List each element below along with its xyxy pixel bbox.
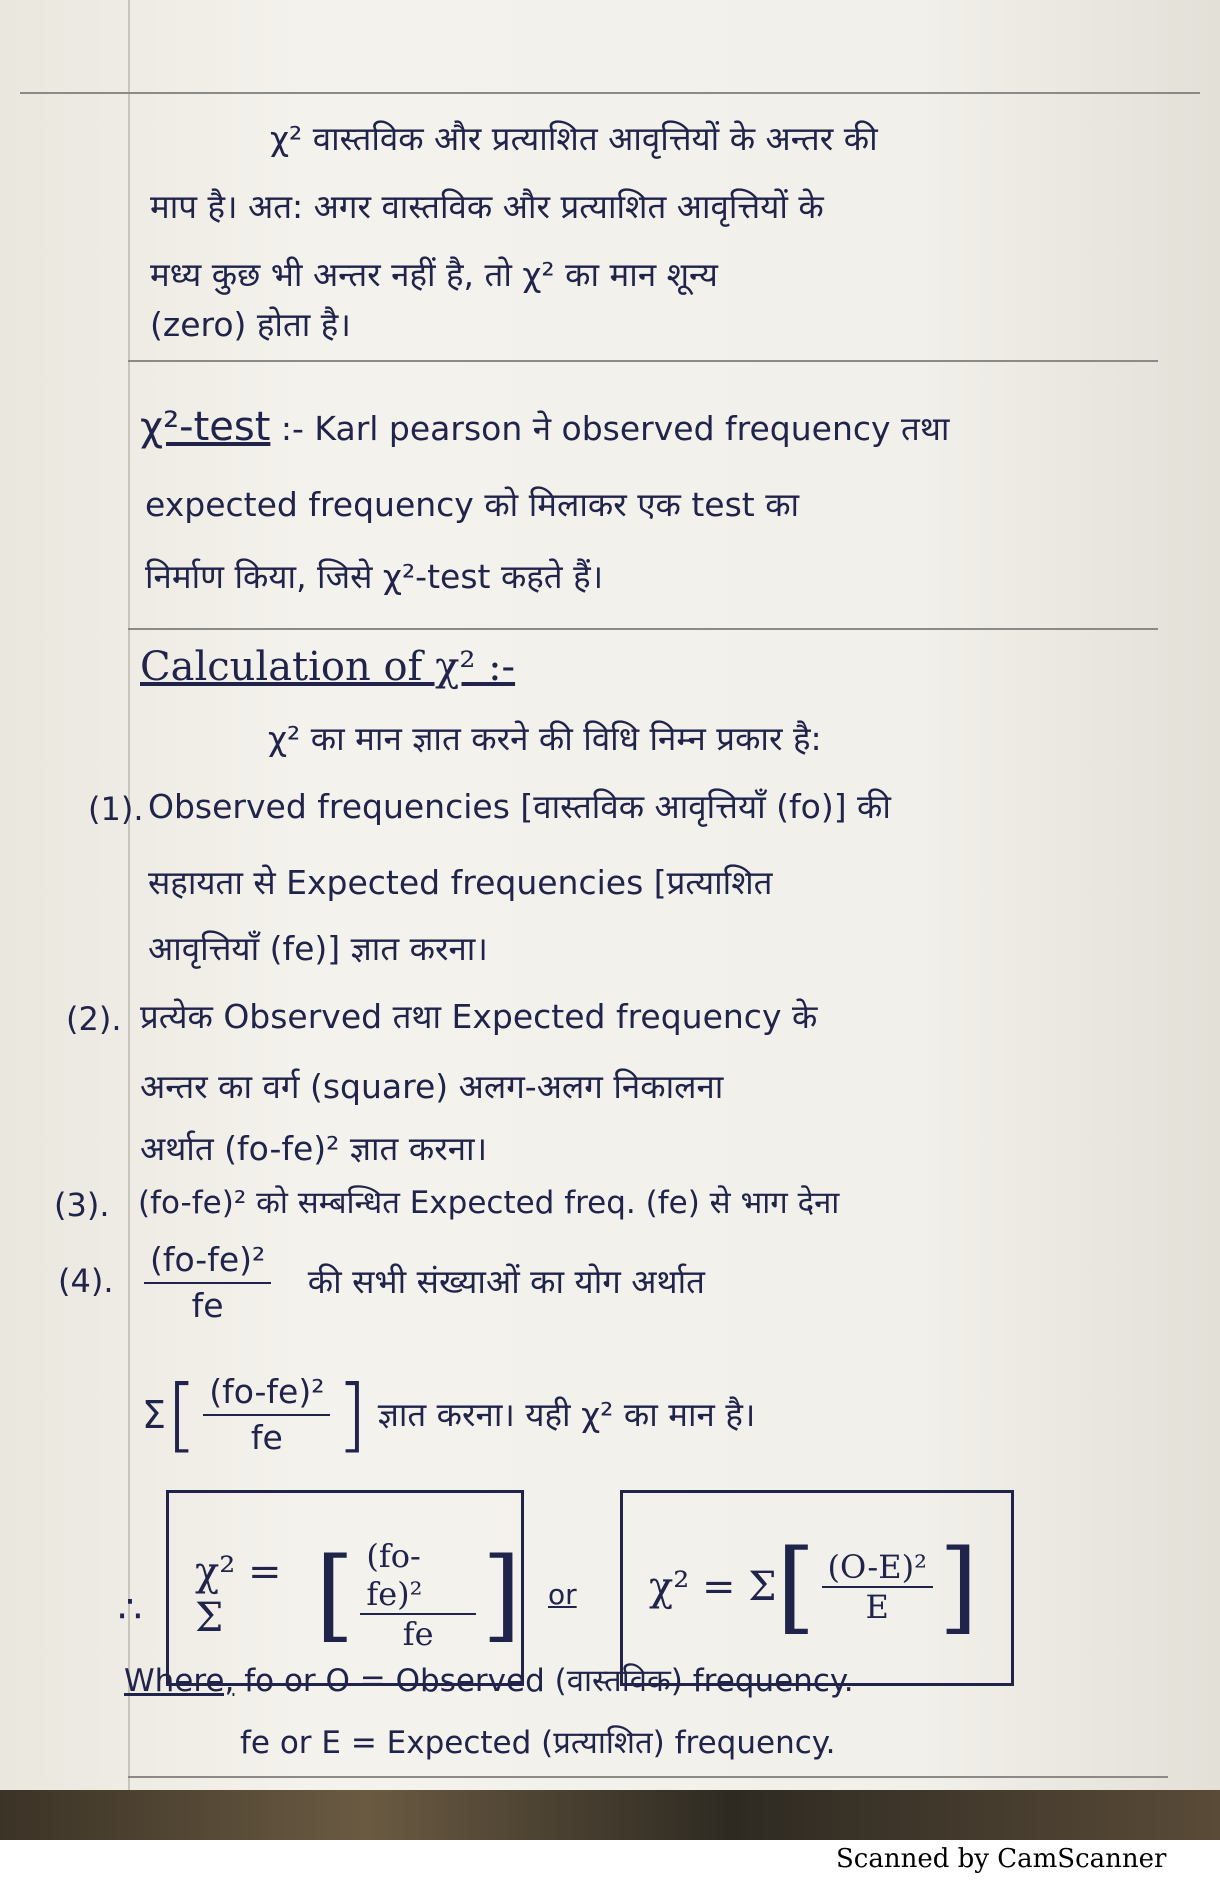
formula-right-denominator: E xyxy=(865,1588,889,1626)
step-4-line1 xyxy=(138,1238,705,1328)
step-2-line3: अर्थात (fo-fe)² ज्ञात करना। xyxy=(140,1129,488,1168)
therefore-symbol: ∴ xyxy=(118,1587,143,1631)
formula-left-denominator: fe xyxy=(402,1615,434,1653)
divider xyxy=(20,92,1200,94)
right-bracket: ] xyxy=(938,1528,978,1645)
where-line1 xyxy=(124,1654,854,1708)
step-1-line2: सहायता से Expected frequencies [प्रत्याशित xyxy=(148,863,773,902)
step-2-number: (2). xyxy=(66,1000,122,1038)
left-bracket: [ xyxy=(315,1536,355,1653)
step-2-line2: अन्तर का वर्ग (square) अलग-अलग निकालना xyxy=(140,1067,724,1106)
step-4-sum-after: ज्ञात करना। यही χ² का मान है। xyxy=(377,1395,756,1434)
step-3-line1: (fo-fe)² को सम्बन्धित Expected freq. (fe) से भाग देना xyxy=(138,1185,840,1221)
step-4-sum-numerator: (fo-fe)² xyxy=(203,1370,330,1416)
step-4-sum-denominator: fe xyxy=(250,1418,283,1457)
chi-test-line1 xyxy=(140,400,949,456)
step-3-number: (3). xyxy=(54,1186,110,1224)
chi-test-line3: निर्माण किया, जिसे χ²-test कहते हैं। xyxy=(145,557,604,596)
formula-left-numerator: (fo-fe)² xyxy=(360,1537,476,1615)
step-2-line1: प्रत्येक Observed तथा Expected frequency के xyxy=(140,997,818,1036)
para1-line2: माप है। अत: अगर वास्तविक और प्रत्याशित आवृत्तियों के xyxy=(150,187,824,226)
chi-test-line1-rest: :- Karl pearson ने observed frequency तथा xyxy=(280,409,950,448)
para1-line1: χ² वास्तविक और प्रत्याशित आवृत्तियों के अन्तर की xyxy=(270,119,878,158)
formula-right-fraction xyxy=(822,1548,933,1626)
step-1-line1: Observed frequencies [वास्तविक आवृत्तियाँ (fo)] की xyxy=(148,787,891,826)
step-4-fraction xyxy=(144,1238,271,1328)
formula-right xyxy=(649,1528,978,1645)
divider xyxy=(128,1776,1168,1778)
step-4-sum-symbol: Σ xyxy=(142,1393,167,1437)
chi-test-line2: expected frequency को मिलाकर एक test का xyxy=(145,485,800,524)
right-bracket: ] xyxy=(336,1368,368,1461)
where-line2: fe or E = Expected (प्रत्याशित) frequency. xyxy=(240,1725,836,1761)
or-label: or xyxy=(548,1578,577,1611)
calculation-intro: χ² का मान ज्ञात करने की विधि निम्न प्रकार है: xyxy=(268,719,822,758)
step-1-number: (1). xyxy=(88,790,144,828)
margin-line xyxy=(128,0,130,1800)
formula-left-lhs: χ² = Σ xyxy=(195,1549,282,1641)
step-4-number: (4). xyxy=(58,1262,114,1300)
divider xyxy=(128,628,1158,630)
formula-right-lhs: χ² = Σ xyxy=(649,1564,777,1610)
where-label: Where, xyxy=(124,1663,235,1699)
formula-left-fraction xyxy=(360,1537,476,1653)
left-bracket: [ xyxy=(166,1368,198,1461)
formula-right-numerator: (O-E)² xyxy=(822,1548,933,1588)
step-4-sum-fraction xyxy=(203,1370,330,1460)
para1-line3: मध्य कुछ भी अन्तर नहीं है, तो χ² का मान शून्य xyxy=(150,255,718,294)
para1-line4: (zero) होता है। xyxy=(150,305,351,344)
calculation-heading: Calculation of χ² :- xyxy=(140,644,516,690)
step-4-line2 xyxy=(142,1370,755,1460)
step-4-fraction-numerator: (fo-fe)² xyxy=(144,1238,271,1284)
desk-background xyxy=(0,1790,1220,1840)
right-bracket: ] xyxy=(481,1536,521,1653)
where-line1-text: fo or O = Observed (वास्तविक) frequency. xyxy=(244,1663,854,1699)
step-4-after: की सभी संख्याओं का योग अर्थात xyxy=(307,1261,705,1301)
scanner-watermark: Scanned by CamScanner xyxy=(836,1844,1167,1874)
step-4-fraction-denominator: fe xyxy=(191,1286,224,1325)
left-bracket: [ xyxy=(776,1528,816,1645)
chi-test-label: χ²-test xyxy=(140,404,271,450)
divider xyxy=(128,360,1158,362)
formula-left xyxy=(195,1537,521,1653)
step-1-line3: आवृत्तियाँ (fe)] ज्ञात करना। xyxy=(148,929,488,968)
